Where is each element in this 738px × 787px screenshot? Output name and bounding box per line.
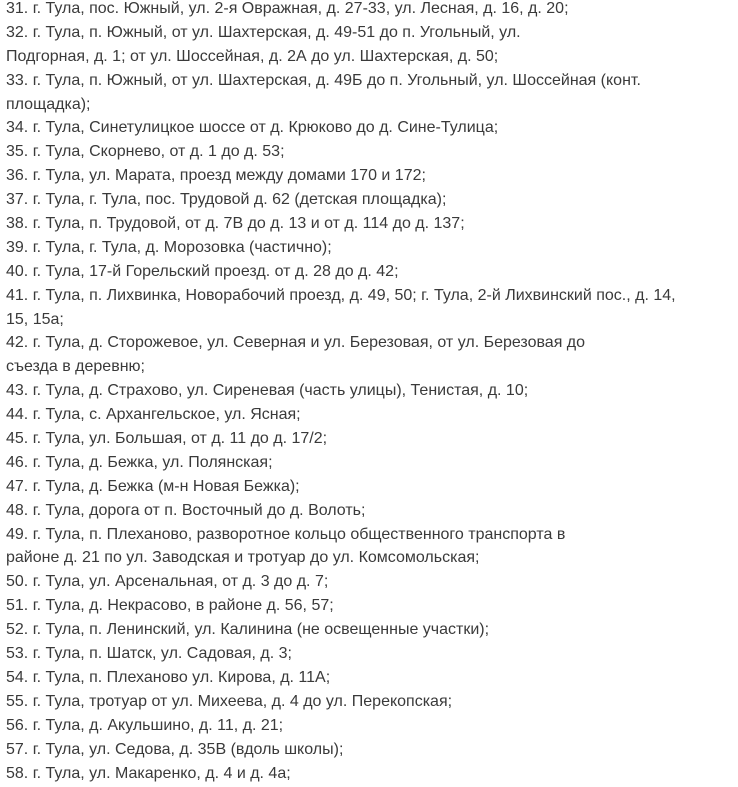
- list-item-line: 48. г. Тула, дорога от п. Восточный до д. Волоть;: [6, 501, 366, 519]
- list-item: [6, 379, 676, 403]
- list-item-line: площадка);: [6, 95, 91, 113]
- address-list: [6, 0, 676, 785]
- list-item: [6, 188, 676, 212]
- list-item-line: 55. г. Тула, тротуар от ул. Михеева, д. 4 до ул. Перекопская;: [6, 692, 453, 710]
- list-item: [6, 212, 676, 236]
- list-item: [6, 140, 676, 164]
- list-item-line: 49. г. Тула, п. Плеханово, разворотное кольцо общественного транспорта в: [6, 525, 566, 543]
- list-item: [6, 403, 676, 427]
- list-item-line: 46. г. Тула, д. Бежка, ул. Полянская;: [6, 453, 273, 471]
- list-item-line: 41. г. Тула, п. Лихвинка, Новорабочий проезд, д. 49, 50; г. Тула, 2-й Лихвинский пос., д. 14,: [6, 286, 676, 304]
- list-item: [6, 570, 676, 594]
- list-item-line: 58. г. Тула, ул. Макаренко, д. 4 и д. 4а;: [6, 764, 291, 782]
- list-item: [6, 618, 676, 642]
- list-item: [6, 523, 676, 571]
- list-item-line: районе д. 21 по ул. Заводская и тротуар до ул. Комсомольская;: [6, 549, 480, 567]
- list-item-line: 32. г. Тула, п. Южный, от ул. Шахтерская, д. 49-51 до п. Угольный, ул.: [6, 23, 521, 41]
- list-item: [6, 0, 676, 21]
- list-item-line: 51. г. Тула, д. Некрасово, в районе д. 56, 57;: [6, 597, 334, 615]
- list-item-line: 52. г. Тула, п. Ленинский, ул. Калинина (не освещенные участки);: [6, 621, 490, 639]
- list-item: [6, 21, 676, 69]
- list-item: [6, 284, 676, 332]
- list-item-line: 50. г. Тула, ул. Арсенальная, от д. 3 до д. 7;: [6, 573, 329, 591]
- list-item-line: 42. г. Тула, д. Сторожевое, ул. Северная и ул. Березовая, от ул. Березовая до: [6, 334, 586, 352]
- list-item-line: 44. г. Тула, с. Архангельское, ул. Ясная;: [6, 406, 301, 424]
- list-item: [6, 164, 676, 188]
- list-item-line: 15, 15а;: [6, 310, 64, 328]
- list-item: [6, 594, 676, 618]
- list-item: [6, 499, 676, 523]
- list-item: [6, 738, 676, 762]
- list-item-line: 33. г. Тула, п. Южный, от ул. Шахтерская, д. 49Б до п. Угольный, ул. Шоссейная (конт.: [6, 71, 641, 89]
- list-item-line: съезда в деревню;: [6, 358, 145, 376]
- list-item: [6, 236, 676, 260]
- list-item: [6, 427, 676, 451]
- list-item: [6, 642, 676, 666]
- list-item-line: 38. г. Тула, п. Трудовой, от д. 7В до д. 13 и от д. 114 до д. 137;: [6, 215, 465, 233]
- list-item: [6, 331, 676, 379]
- list-item-line: 43. г. Тула, д. Страхово, ул. Сиреневая (часть улицы), Тенистая, д. 10;: [6, 382, 529, 400]
- list-item: [6, 762, 676, 786]
- list-item-line: 47. г. Тула, д. Бежка (м-н Новая Бежка);: [6, 477, 300, 495]
- list-item: [6, 69, 676, 117]
- list-item-line: 56. г. Тула, д. Акульшино, д. 11, д. 21;: [6, 716, 284, 734]
- list-item: [6, 116, 676, 140]
- list-item: [6, 260, 676, 284]
- list-item-line: 37. г. Тула, г. Тула, пос. Трудовой д. 62 (детская площадка);: [6, 191, 447, 209]
- list-item-line: 35. г. Тула, Скорнево, от д. 1 до д. 53;: [6, 143, 285, 161]
- list-item-line: 40. г. Тула, 17-й Горельский проезд. от д. 28 до д. 42;: [6, 262, 399, 280]
- list-item-line: 31. г. Тула, пос. Южный, ул. 2-я Овражная, д. 27-33, ул. Лесная, д. 16, д. 20;: [6, 0, 569, 17]
- list-item: [6, 475, 676, 499]
- list-item-line: 54. г. Тула, п. Плеханово ул. Кирова, д. 11А;: [6, 668, 331, 686]
- list-item-line: 53. г. Тула, п. Шатск, ул. Садовая, д. 3;: [6, 645, 292, 663]
- list-item: [6, 666, 676, 690]
- list-item: [6, 451, 676, 475]
- list-item-line: 57. г. Тула, ул. Седова, д. 35В (вдоль школы);: [6, 740, 344, 758]
- list-item-line: 34. г. Тула, Синетулицкое шоссе от д. Крюково до д. Сине-Тулица;: [6, 119, 499, 137]
- list-item-line: 39. г. Тула, г. Тула, д. Морозовка (частично);: [6, 238, 332, 256]
- list-item-line: 45. г. Тула, ул. Большая, от д. 11 до д. 17/2;: [6, 430, 328, 448]
- list-item: [6, 714, 676, 738]
- list-item-line: Подгорная, д. 1; от ул. Шоссейная, д. 2А до ул. Шахтерская, д. 50;: [6, 47, 499, 65]
- list-item: [6, 690, 676, 714]
- list-item-line: 36. г. Тула, ул. Марата, проезд между домами 170 и 172;: [6, 167, 426, 185]
